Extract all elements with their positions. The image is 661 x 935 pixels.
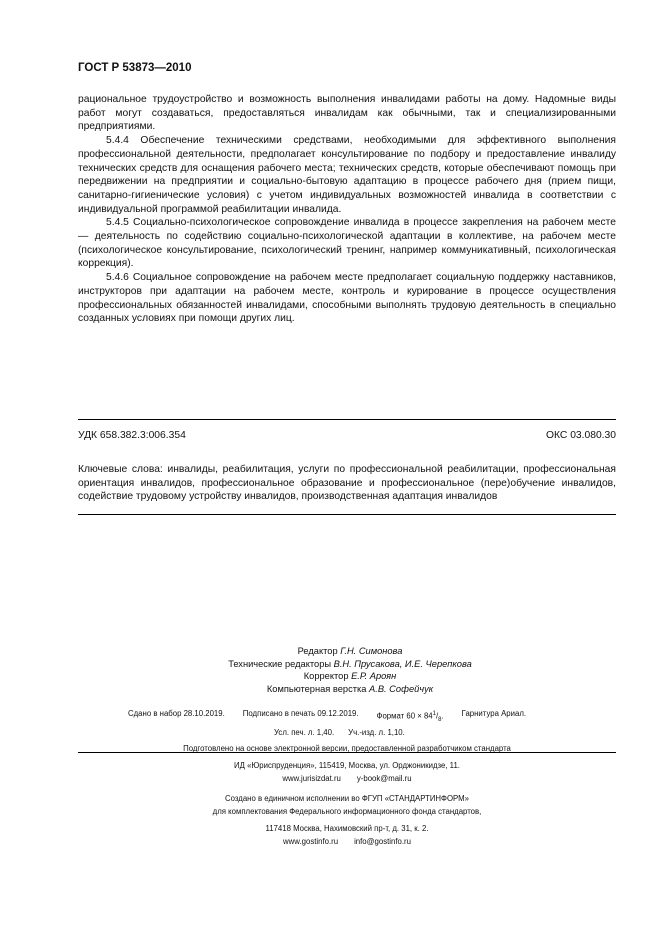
preparation-note: Подготовлено на основе электронной версии, предоставленной разработчиком стандарта bbox=[183, 744, 511, 754]
format: Формат $60 \times 84^1/_8$. bbox=[376, 711, 444, 724]
udk-code: УДК 658.382.3:006.354 bbox=[78, 430, 186, 441]
paragraph: 5.4.5 Социально-психологическое сопровождение инвалида в процессе закрепления на рабочем месте — деятельность по содействию социально-психологической адаптации в коллективе, на рабочем месте (психологическое консультирование, психологический тренинг, например коммуникативный, психологическая коррекция). bbox=[78, 217, 616, 270]
keywords: Ключевые слова: инвалиды, реабилитация, услуги по профессиональной реабилитации, профессиональная ориентация инвалидов, профессиональное образование и профессиональное (пере)обучение инвалидов, содействие трудовому устройству инвалидов, производственная адаптация инвалидов bbox=[78, 464, 616, 503]
fund-line: для комплектования Федерального информационного фонда стандартов, bbox=[212, 806, 482, 816]
printing-info bbox=[78, 708, 616, 756]
divider bbox=[78, 752, 616, 753]
divider bbox=[78, 419, 616, 420]
tech-editors-line: Технические редакторы В.Н. Прусакова, И.Е. Черепкова bbox=[228, 658, 472, 669]
edition-sheets: Уч.-изд. л. 1,10. bbox=[348, 727, 405, 737]
paragraph: 5.4.6 Социальное сопровождение на рабочем месте предполагает социальную поддержку наставников, инструкторов при адаптации на рабочем месте, контроль и курирование в процессе осуществления профессиональных обязанностей инвалидами, способными выполнять трудовую деятельность в специально созданных условиях при помощи других лиц. bbox=[78, 272, 616, 325]
standartinform-email: info@gostinfo.ru bbox=[354, 836, 411, 846]
publisher-block bbox=[78, 760, 616, 785]
corrector-line: Корректор Е.Р. Ароян bbox=[303, 671, 397, 682]
paragraph: 5.4.4 Обеспечение техническими средствами, необходимыми для эффективного выполнения профессиональной деятельности, предполагает консультирование по подбору и предоставление инвалиду технических средств для оснащения рабочего места; технических средств, которые обеспечивают помощь при передвижении на предприятии и социально-бытовую адаптацию в процессе рабочего дня (прием пищи, санитарно-гигиенические условия) с учетом индивидуальных возможностей инвалида в соответствии с индивидуальной программой реабилитации инвалида. bbox=[78, 135, 616, 215]
publisher-site: www.jurisizdat.ru bbox=[282, 773, 341, 783]
publisher-address: ИД «Юриспруденция», 115419, Москва, ул. Орджоникидзе, 11. bbox=[234, 761, 460, 770]
signed-date: Подписано в печать 09.12.2019. bbox=[242, 709, 359, 718]
standartinform-block bbox=[78, 793, 616, 848]
credits bbox=[150, 645, 550, 695]
oks-code: ОКС 03.080.30 bbox=[546, 430, 616, 441]
layout-line: Компьютерная верстка А.В. Софейчук bbox=[266, 683, 434, 694]
paragraph: рациональное трудоустройство и возможность выполнения инвалидами работы на дому. Надомные виды работ могут создаваться, предоставляться инвалидам как обычными, так и специализированными предприятиями. bbox=[78, 94, 616, 133]
divider bbox=[78, 514, 616, 515]
publisher-email: y-book@mail.ru bbox=[356, 773, 412, 783]
print-sheets: Усл. печ. л. 1,40. bbox=[274, 727, 335, 737]
body-text bbox=[78, 93, 616, 326]
typeface: Гарнитура Ариал. bbox=[461, 709, 527, 718]
submitted-date: Сдано в набор 28.10.2019. bbox=[128, 709, 225, 718]
created-line: Создано в единичном исполнении во ФГУП «СТАНДАРТИНФОРМ» bbox=[225, 794, 469, 803]
editor-line: Редактор Г.Н. Симонова bbox=[297, 646, 403, 656]
standard-number: ГОСТ Р 53873—2010 bbox=[78, 62, 192, 74]
address-line: 117418 Москва, Нахимовский пр-т, д. 31, к. 2. bbox=[265, 824, 429, 833]
classification-row bbox=[78, 430, 616, 441]
standartinform-site: www.gostinfo.ru bbox=[283, 836, 339, 846]
